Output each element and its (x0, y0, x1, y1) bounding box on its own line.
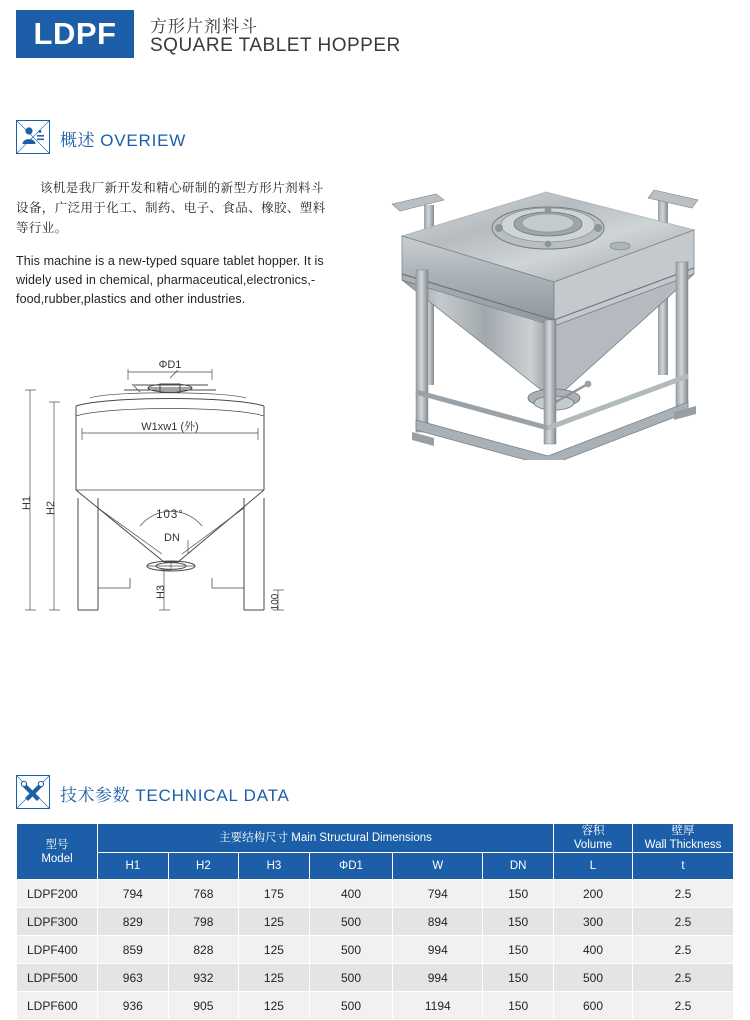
table-header (17, 824, 734, 880)
cell-h1: 829 (98, 908, 169, 936)
cell-t: 2.5 (633, 908, 734, 936)
person-info-icon (16, 120, 50, 154)
th-volume-en: Volume (573, 839, 613, 851)
cell-dn: 150 (483, 936, 554, 964)
cell-h2: 798 (168, 908, 239, 936)
cell-model: LDPF500 (17, 964, 98, 992)
th-sub-w: W (393, 853, 483, 880)
overview-heading-text (60, 126, 186, 151)
cell-d1: 500 (309, 936, 393, 964)
cell-h1: 963 (98, 964, 169, 992)
th-model-cn: 型号 (45, 838, 69, 851)
cell-w: 994 (393, 936, 483, 964)
page-header (16, 10, 734, 62)
cell-dn: 150 (483, 880, 554, 908)
th-sub-dn: DN (483, 853, 554, 880)
cell-dn: 150 (483, 908, 554, 936)
dim-label-h3: H3 (155, 584, 167, 600)
techdata-heading-text (60, 781, 290, 806)
table-row (17, 936, 734, 964)
cell-d1: 500 (309, 992, 393, 1020)
cell-h1: 859 (98, 936, 169, 964)
cell-model: LDPF300 (17, 908, 98, 936)
cell-h1: 794 (98, 880, 169, 908)
cell-dn: 150 (483, 964, 554, 992)
cell-h3: 125 (239, 964, 310, 992)
th-model-en: Model (41, 852, 73, 865)
cell-h2: 932 (168, 964, 239, 992)
cell-model: LDPF400 (17, 936, 98, 964)
dim-label-h2: H2 (45, 500, 57, 516)
cell-h3: 125 (239, 992, 310, 1020)
techdata-section-heading (16, 775, 416, 815)
cell-w: 1194 (393, 992, 483, 1020)
cell-l: 300 (554, 908, 633, 936)
dim-label-h1: H1 (21, 495, 33, 511)
cell-model: LDPF200 (17, 880, 98, 908)
th-sub-h2: H2 (168, 853, 239, 880)
dim-label-angle: 103° (156, 509, 184, 521)
th-volume-cn: 容积 (581, 825, 605, 837)
cell-l: 500 (554, 964, 633, 992)
specifications-table (16, 823, 734, 1020)
overview-heading-cn: 概述 (60, 131, 95, 150)
cell-l: 600 (554, 992, 633, 1020)
th-main-dimensions-en: Main Structural Dimensions (291, 832, 432, 844)
cell-t: 2.5 (633, 880, 734, 908)
overview-section-heading (16, 120, 336, 160)
cell-h2: 905 (168, 992, 239, 1020)
cell-l: 200 (554, 880, 633, 908)
cell-t: 2.5 (633, 936, 734, 964)
table-body (17, 880, 734, 1020)
technical-drawing (12, 358, 342, 648)
dim-label-dn: DN (164, 532, 180, 544)
cell-t: 2.5 (633, 992, 734, 1020)
cell-dn: 150 (483, 992, 554, 1020)
cell-t: 2.5 (633, 964, 734, 992)
cell-h1: 936 (98, 992, 169, 1020)
th-wall-cn: 壁厚 (671, 825, 695, 837)
cell-d1: 500 (309, 908, 393, 936)
product-photo (358, 170, 734, 460)
table-header-row-groups (17, 824, 734, 853)
th-wall-en: Wall Thickness (644, 839, 722, 851)
th-model (17, 824, 98, 880)
page-title-en: SQUARE TABLET HOPPER (150, 35, 401, 56)
cell-l: 400 (554, 936, 633, 964)
overview-heading-en: OVERIEW (100, 131, 187, 150)
table-row (17, 880, 734, 908)
cell-h2: 828 (168, 936, 239, 964)
table-header-row-subs (17, 853, 734, 880)
cell-w: 994 (393, 964, 483, 992)
th-sub-t: t (633, 853, 734, 880)
cell-h3: 175 (239, 880, 310, 908)
th-volume (554, 824, 633, 853)
cell-h2: 768 (168, 880, 239, 908)
techdata-heading-en: TECHNICAL DATA (135, 786, 290, 805)
tools-icon (16, 775, 50, 809)
product-logo: LDPF (16, 10, 134, 58)
techdata-heading-cn: 技术参数 (60, 786, 130, 805)
cell-w: 894 (393, 908, 483, 936)
overview-paragraph-cn: 该机是我厂新开发和精心研制的新型方形片剂料斗设备，广泛用于化工、制药、电子、食品、橡胶、塑料等行业。 (16, 181, 326, 235)
th-main-dimensions-cn: 主要结构尺寸 (219, 832, 289, 844)
cell-d1: 500 (309, 964, 393, 992)
cell-h3: 125 (239, 936, 310, 964)
cell-h3: 125 (239, 908, 310, 936)
dim-label-d1: ΦD1 (158, 359, 182, 371)
th-main-dimensions (98, 824, 554, 853)
overview-paragraph-en: This machine is a new-typed square tablet hopper. It is widely used in chemical, pharmaceutical,electronics,-food,rubber,plastics and other industries. (16, 254, 324, 306)
th-wall-thickness (633, 824, 734, 853)
cell-d1: 400 (309, 880, 393, 908)
th-sub-h3: H3 (239, 853, 310, 880)
th-sub-h1: H1 (98, 853, 169, 880)
table-row (17, 992, 734, 1020)
th-sub-d1: ΦD1 (309, 853, 393, 880)
page-title-cn: 方形片剂料斗 (150, 17, 258, 36)
cell-model: LDPF600 (17, 992, 98, 1020)
dim-label-foot: 100 (270, 593, 281, 611)
table-row (17, 908, 734, 936)
dim-label-w1: W1xw1 (外) (141, 421, 199, 433)
table-row (17, 964, 734, 992)
cell-w: 794 (393, 880, 483, 908)
th-sub-l: L (554, 853, 633, 880)
